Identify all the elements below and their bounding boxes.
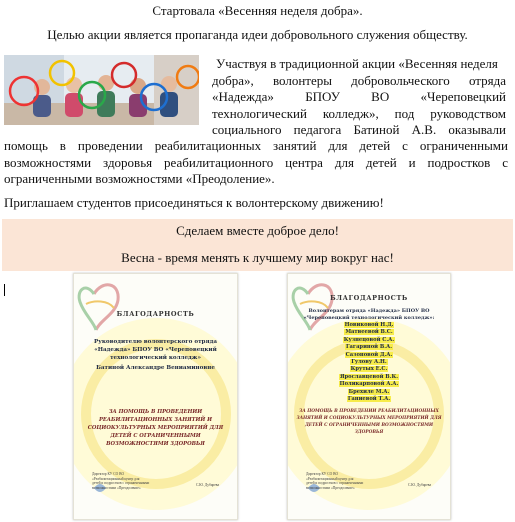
certificate-2-header [288,308,450,321]
volunteer-name: Сазоновой Д.А. [345,351,393,358]
volunteer-name: Ярославцевой В.К. [339,373,398,380]
reason-line: ЗА ПОМОЩЬ В ПРОВЕДЕНИИ [108,409,203,415]
article-goal: Целью акции является пропаганда идеи добровольного служения обществу. [47,27,468,42]
volunteers-photo [4,55,199,125]
volunteer-name: Ганиевой Т.А. [347,396,391,403]
volunteer-name: Гагариной В.А. [345,344,393,351]
footer-line: Директор КУ СО ВО [306,472,339,476]
footer-line: детей и подростков с ограниченными [306,481,364,486]
certificate-1-reason [74,408,237,448]
certificate-2-names [288,322,450,403]
invite-text: Приглашаем студентов присоединяться к волонтерскому движению! [4,195,384,210]
certificate-2-footer [306,472,396,490]
certificate-2-reason [288,408,450,436]
slogan-line-2: Весна - время менять к лучшему мир вокруг нас! [121,250,394,265]
volunteer-name: Поликарповой А.А. [339,381,399,388]
article-text-full-width [4,138,508,188]
article-line: «Надежда» БПОУ ВО «Череповецкий [212,89,506,104]
reason-line: ЗА ПОМОЩЬ В ПРОВЕДЕНИИ РЕАБИЛИТАЦИОННЫХ [299,409,439,414]
reason-line: ВОЗМОЖНОСТЯМИ ЗДОРОВЬЯ [106,441,205,447]
reason-line: ДЕТЕЙ С ОГРАНИЧЕННЫМИ [110,433,201,439]
article-line: социального педагога Батиной А.В. оказывали [212,122,506,137]
article-line: добра», волонтеры добровольческого отряда [212,72,506,88]
recipient-line: «Надежда» БПОУ ВО «Череповецкий [94,347,217,353]
certificate-1-title: БЛАГОДАРНОСТЬ [116,310,195,318]
header-line: «Череповецкий технологический колледж»: [303,314,435,321]
reason-line: РЕАБИЛИТАЦИОННЫХ ЗАНЯТИЙ И [98,417,213,423]
article-line: Участвуя в традиционной акции «Весенняя неделя [216,56,498,71]
footer-line: Директор КУ СО ВО [92,472,125,476]
certificate-1-footer [92,472,182,490]
article-line: возможностями здоровья реабилитационного центра для детей и подростков с [4,154,508,170]
volunteer-name: Гулову А.Н. [351,359,387,366]
recipient-name: Батиной Александре Вениаминовне [96,365,215,371]
volunteer-name: Матвеевой В.С. [345,329,393,336]
article-text-beside-photo [212,56,506,139]
certificate-1 [73,273,238,520]
header-line: Волонтерам отряда «Надежда» БПОУ ВО [308,308,430,314]
certificate-2 [287,273,451,520]
reason-line: СОЦИОКУЛЬТУРНЫХ МЕРОПРИЯТИЙ ДЛЯ [87,425,224,431]
slogan-banner [2,219,513,271]
slogan-line-1: Сделаем вместе доброе дело! [176,223,339,238]
article-line: ограниченными возможностями «Преодоление». [4,171,275,186]
volunteer-name: Брехиле М.А. [348,388,390,395]
reason-line: ЗАНЯТИЙ И СОЦИОКУЛЬТУРНЫХ МЕРОПРИЯТИЙ ДЛЯ [296,416,442,421]
recipient-line: технологический колледж» [110,355,201,361]
article-heading: Стартовала «Весенняя неделя добра». [152,3,363,18]
article-line: технологический колледж», под руководством [212,105,506,121]
footer-line: детей и подростков с ограниченными [92,481,150,486]
footer-line: «Реабилитационный центр для [306,476,354,481]
volunteer-name: Кузнецовой С.А. [343,336,395,343]
footer-line: возможностями «Преодоление» [92,485,141,490]
volunteers-photo-illustration [4,55,199,125]
footer-line: возможностями «Преодоление» [306,485,355,490]
certificate-2-signature: С.Ю. Дубарева [408,483,432,487]
volunteer-name: Новиковой Н.Д. [344,322,394,328]
volunteer-name: Крутых Е.С. [350,366,388,373]
footer-line: «Реабилитационный центр для [92,476,140,481]
certificate-1-signature: С.Ю. Дубарева [196,483,220,487]
reason-line: ЗДОРОВЬЯ [354,430,384,435]
certificate-2-title: БЛАГОДАРНОСТЬ [330,294,408,302]
text-cursor[interactable] [4,284,5,296]
certificate-1-recipient [74,338,237,372]
reason-line: ДЕТЕЙ С ОГРАНИЧЕННЫМИ ВОЗМОЖНОСТЯМИ [304,423,434,428]
recipient-line: Руководителю волонтерского отряда [94,339,217,345]
article-line: помощь в проведении реабилитационных занятий для детей с ограниченными [4,138,508,153]
